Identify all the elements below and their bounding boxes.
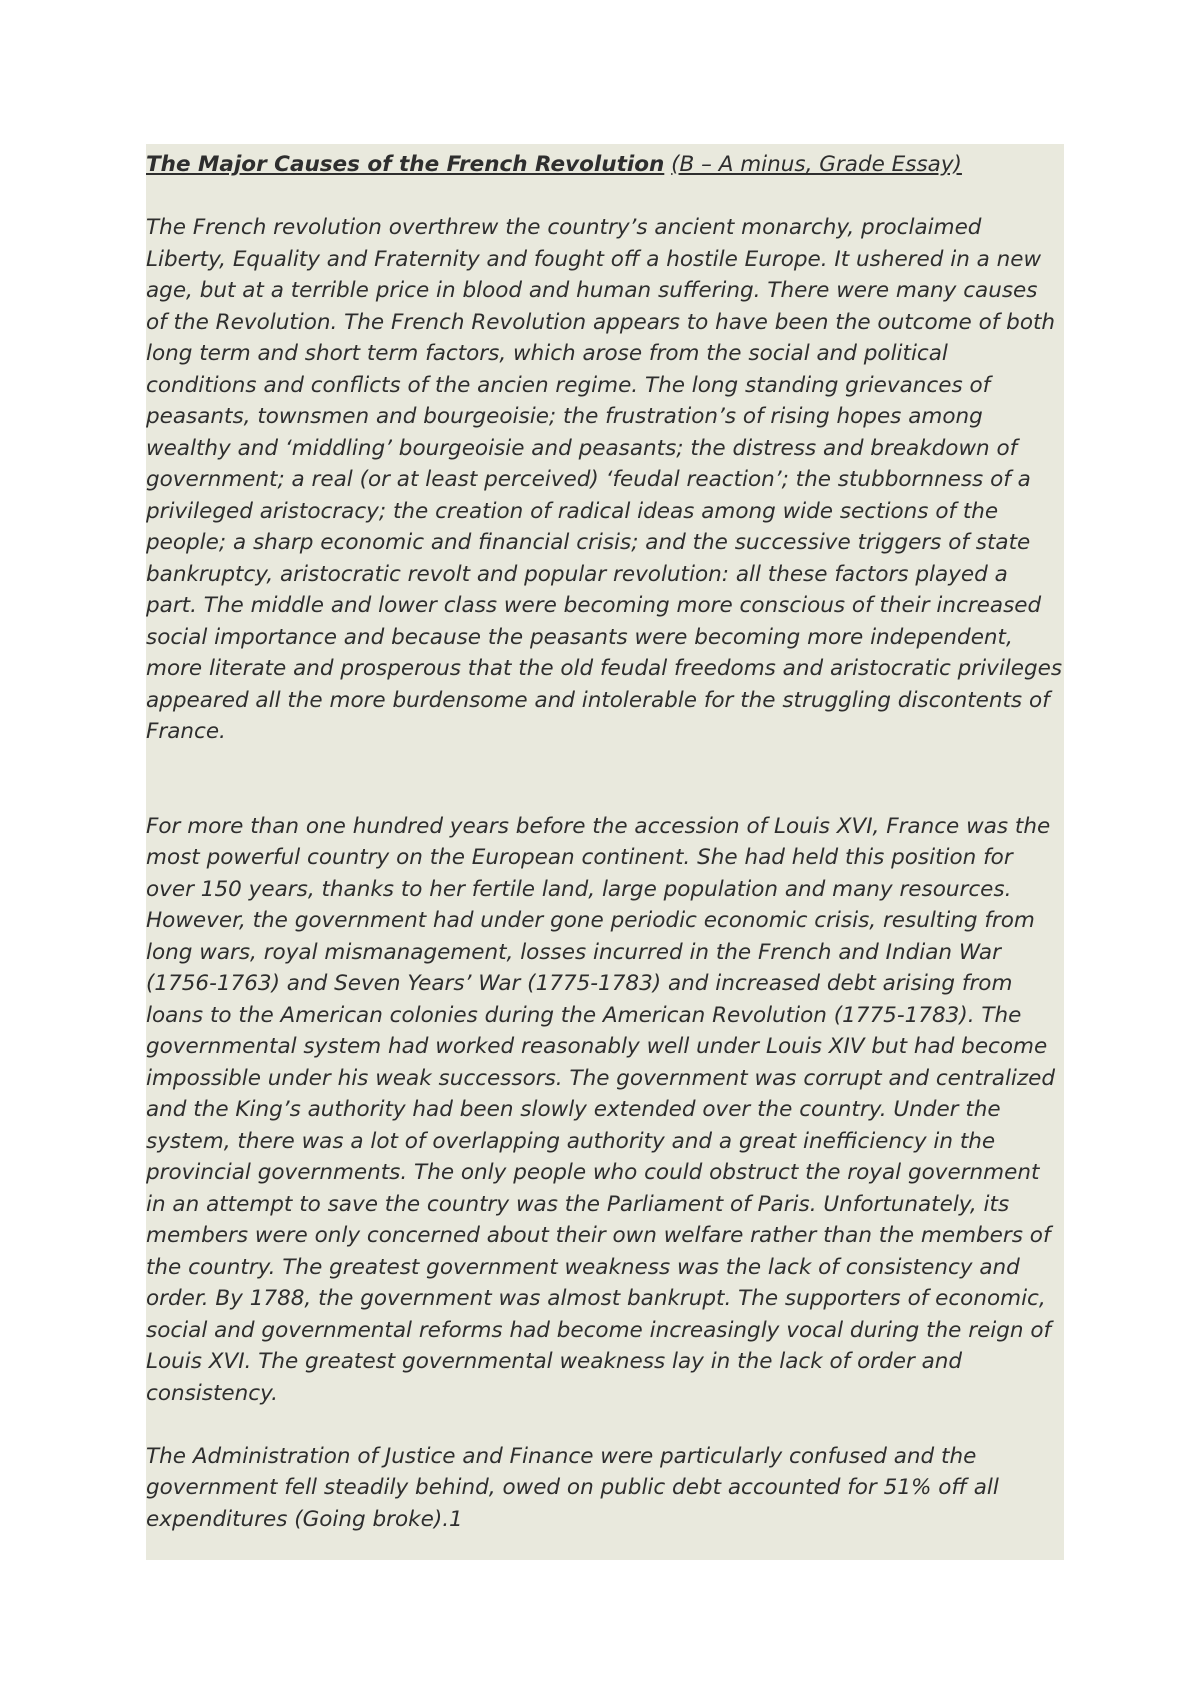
highlighted-text-block [146,144,1064,1560]
paragraph-finance: The Administration of Justice and Finance were particularly confused and the government fell steadily behind, owed on public debt accounted for 51% off all expenditures (Going broke).1 [146,1443,999,1532]
essay-grade-note: (B – A minus, Grade Essay) [671,152,962,177]
spacer [146,748,1064,811]
paragraph-background: For more than one hundred years before the accession of Louis XVI, France was the most powerful country on the European continent. She had held this position for over 150 years, thanks to her fertile land, large population and many resources. However, the government had under gone periodic economic crisis, resulting from long wars, royal mismanagement, losses incurred in the French and Indian War (1756-1763) and Seven Years’ War (1775-1783) and increased debt arising from loans to the American colonies during the American Revolution (1775-1783). The governmental system had worked reasonably well under Louis XIV but had become impossible under his weak successors. The government was corrupt and centralized and the King’s authority had been slowly extended over the country. Under the system, there was a lot of overlapping authority and a great inefficiency in the provincial governments. The only people who could obstruct the royal government in an attempt to save the country was the Parliament of Paris. Unfortunately, its members were only concerned about their own welfare rather than the members of the country. The greatest government weakness was the lack of consistency and order. By 1788, the government was almost bankrupt. The supporters of economic, social and governmental reforms had become increasingly vocal during the reign of Louis XVI. The greatest governmental weakness lay in the lack of order and consistency. [146,813,1056,1406]
spacer [146,1409,1064,1441]
spacer [146,181,1064,213]
essay-heading [146,149,1064,181]
paragraph-intro: The French revolution overthrew the country’s ancient monarchy, proclaimed Liberty, Equality and Fraternity and fought off a hostile Europe. It ushered in a new age, but at a terrible price in blood and human suffering. There were many causes of the Revolution. The French Revolution appears to have been the outcome of both long term and short term factors, which arose from the social and political conditions and conflicts of the ancien regime. The long standing grievances of peasants, townsmen and bourgeoisie; the frustration’s of rising hopes among wealthy and ‘middling’ bourgeoisie and peasants; the distress and breakdown of government; a real (or at least perceived) ‘feudal reaction’; the stubbornness of a privileged aristocracy; the creation of radical ideas among wide sections of the people; a sharp economic and financial crisis; and the successive triggers of state bankruptcy, aristocratic revolt and popular revolution: all these factors played a part. The middle and lower class were becoming more conscious of their increased social importance and because the peasants were becoming more independent, more literate and prosperous that the old feudal freedoms and aristocratic privileges appeared all the more burdensome and intolerable for the struggling discontents of France. [146,215,1063,744]
essay-title: The Major Causes of the French Revolution [146,152,665,177]
